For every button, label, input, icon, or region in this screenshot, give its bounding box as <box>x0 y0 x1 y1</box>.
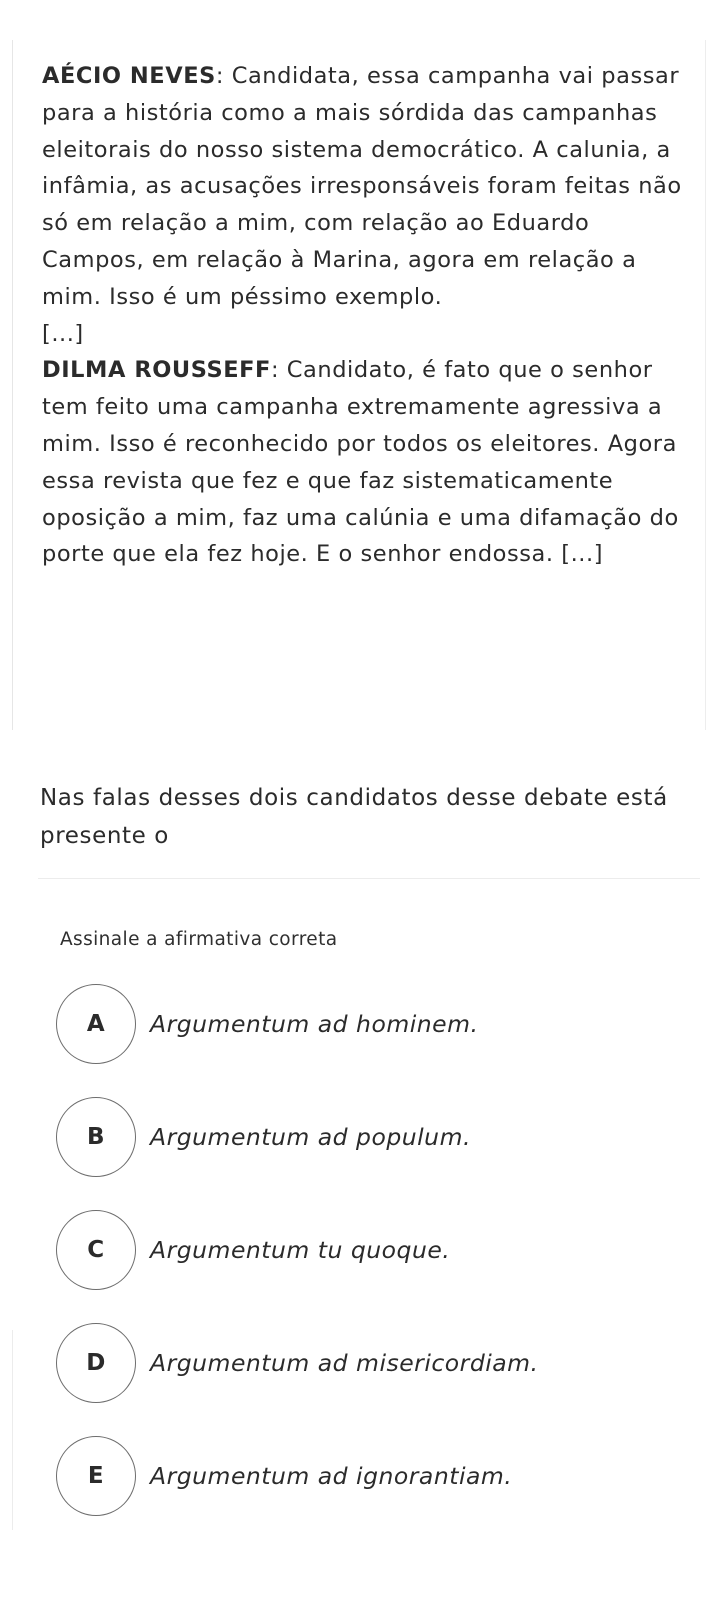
option-b[interactable] <box>56 1095 696 1179</box>
aecio-text: : Candidata, essa campanha vai passar para a história como a mais sórdida das campanhas eleitorais do nosso sistema democrático. A calunia, a infâmia, as acusações irresponsáveis foram feitas não só em relação a mim, com relação ao Eduardo Campos, em relação à Marina, agora em relação a mim. Isso é um péssimo exemplo. <box>42 63 682 310</box>
right-border-line <box>705 40 706 730</box>
dilma-statement <box>42 352 692 573</box>
aecio-statement <box>42 58 692 316</box>
option-d[interactable] <box>56 1321 696 1405</box>
option-a-letter: A <box>86 1011 106 1037</box>
option-e-text: Argumentum ad ignorantiam. <box>150 1462 513 1490</box>
option-c[interactable] <box>56 1208 696 1292</box>
option-c-text: Argumentum tu quoque. <box>150 1236 451 1264</box>
speaker-dilma: DILMA ROUSSEFF <box>42 357 271 384</box>
left-border-line-bottom <box>12 1330 13 1530</box>
debate-excerpt <box>42 58 692 573</box>
left-border-line <box>12 40 13 730</box>
section-divider <box>38 878 700 879</box>
option-d-letter: D <box>86 1350 106 1376</box>
option-b-letter: B <box>86 1124 106 1150</box>
question-prompt: Nas falas desses dois candidatos desse debate está presente o <box>40 785 668 849</box>
answer-instruction: Assinale a afirmativa correta <box>60 929 338 950</box>
option-a-text: Argumentum ad hominem. <box>150 1010 479 1038</box>
option-e-circle[interactable] <box>56 1436 136 1516</box>
option-c-letter: C <box>87 1237 105 1263</box>
option-d-text: Argumentum ad misericordiam. <box>150 1349 539 1377</box>
option-b-circle[interactable] <box>56 1097 136 1177</box>
option-a-circle[interactable] <box>56 984 136 1064</box>
excerpt-ellipsis: [...] <box>42 320 84 347</box>
option-e[interactable] <box>56 1434 696 1518</box>
option-a[interactable] <box>56 982 696 1066</box>
option-d-circle[interactable] <box>56 1323 136 1403</box>
dilma-text: : Candidato, é fato que o senhor tem feito uma campanha extremamente agressiva a mim. Isso é reconhecido por todos os eleitores. Agora essa revista que fez e que faz sistematicamente oposição a mim, faz uma calúnia e uma difamação do porte que ela fez hoje. E o senhor endossa. [...] <box>42 357 679 568</box>
option-b-text: Argumentum ad populum. <box>150 1123 471 1151</box>
option-c-circle[interactable] <box>56 1210 136 1290</box>
speaker-aecio: AÉCIO NEVES <box>42 63 216 89</box>
option-e-letter: E <box>87 1463 105 1489</box>
